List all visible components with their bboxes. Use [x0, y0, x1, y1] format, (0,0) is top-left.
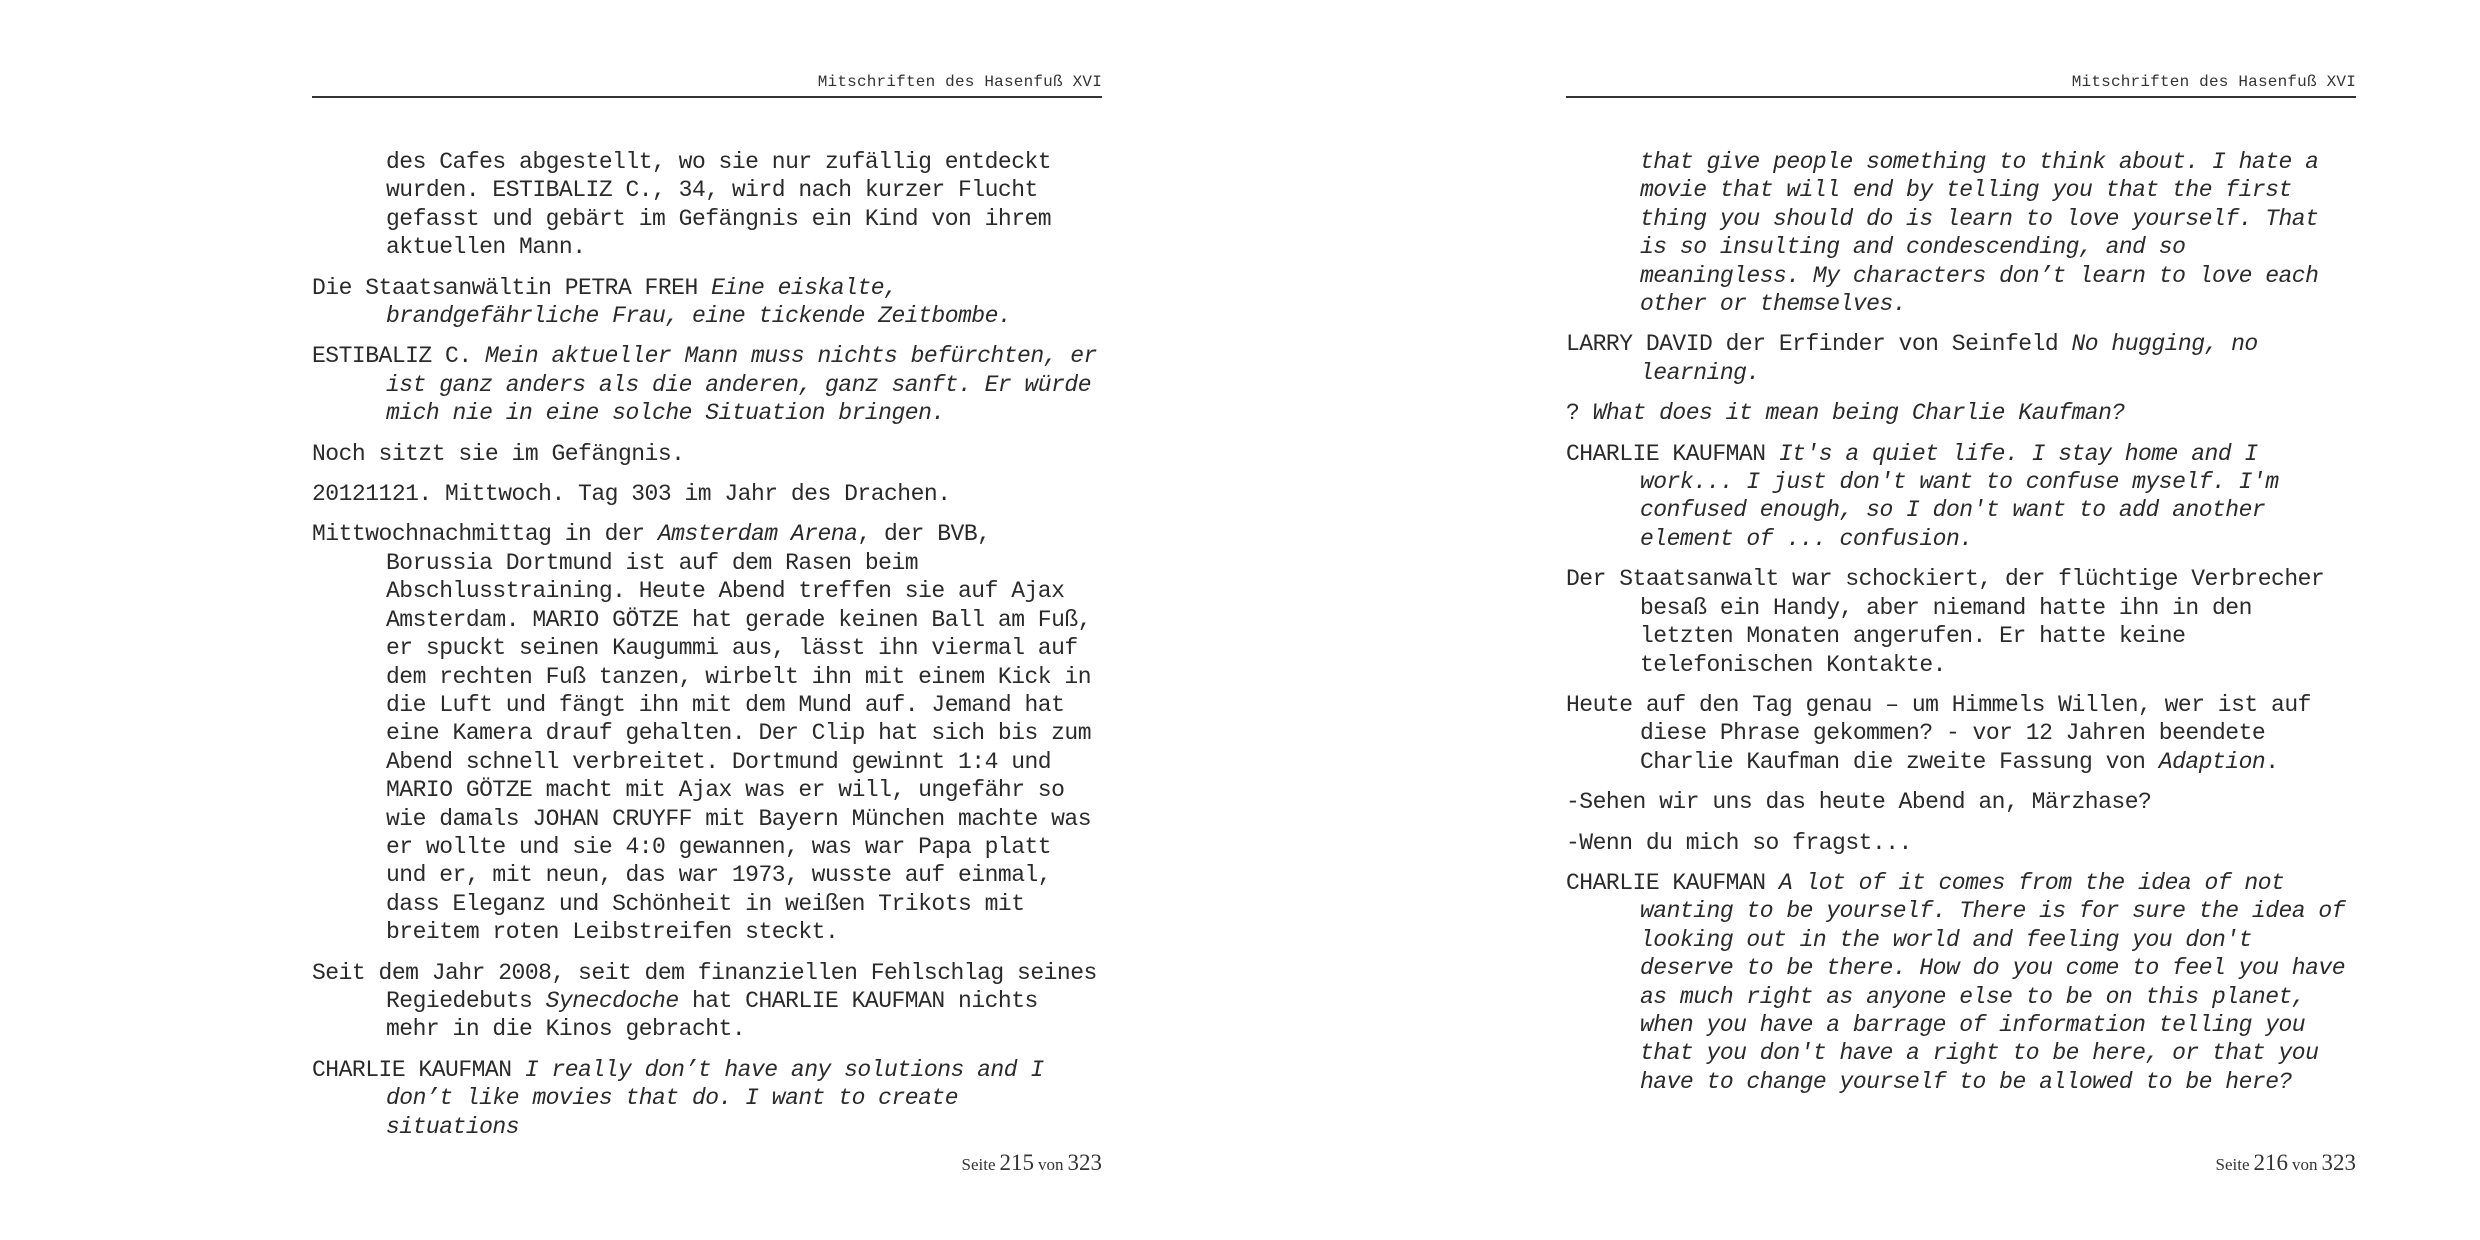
- left-page: [312, 0, 1102, 1240]
- paragraph: CHARLIE KAUFMAN It's a quiet life. I stay home and I work... I just don't want to confuse myself. I'm confused enough, so I don't want to add another element of ... confusion.: [1566, 440, 2279, 552]
- paragraph: ESTIBALIZ C. Mein aktueller Mann muss nichts befürchten, er ist ganz anders als die anderen, ganz sanft. Er würde mich nie in eine solche Situation bringen.: [312, 343, 1097, 427]
- paragraph: ? What does it mean being Charlie Kaufman?: [1566, 400, 2125, 427]
- header-rule: [312, 96, 1102, 98]
- paragraph: Der Staatsanwalt war schockiert, der flüchtige Verbrecher besaß ein Handy, aber niemand hatte ihn in den letzten Monaten angerufen. Er hatte keine telefonischen Kontakte.: [1566, 566, 2325, 678]
- paragraph: Die Staatsanwältin PETRA FREH Eine eiskalte, brandgefährliche Frau, eine tickende Zeitbombe.: [312, 274, 1012, 330]
- paragraph: CHARLIE KAUFMAN I really don’t have any solutions and I don’t like movies that do. I want to create situations: [312, 1056, 1044, 1140]
- running-header: Mitschriften des Hasenfuß XVI: [817, 73, 1102, 91]
- paragraph: -Sehen wir uns das heute Abend an, Märzhase?: [1566, 789, 2152, 816]
- paragraph: -Wenn du mich so fragst...: [1566, 829, 1912, 856]
- running-header: Mitschriften des Hasenfuß XVI: [2071, 73, 2356, 91]
- paragraph: des Cafes abgestellt, wo sie nur zufällig entdeckt wurden. ESTIBALIZ C., 34, wird nach kurzer Flucht gefasst und gebärt im Gefängnis ein Kind von ihrem aktuellen Mann.: [386, 149, 1052, 261]
- page-body: [1566, 148, 2356, 1108]
- paragraph: that give people something to think about. I hate a movie that will end by telling you that the first thing you should do is learn to love yourself. That is so insulting and condescending, and so meaningless. My characters don’t learn to love each other or themselves.: [1640, 149, 2319, 318]
- header-rule: [1566, 96, 2356, 98]
- page-body: [312, 148, 1102, 1153]
- paragraph: Noch sitzt sie im Gefängnis.: [312, 440, 685, 467]
- paragraph: Heute auf den Tag genau – um Himmels Willen, wer ist auf diese Phrase gekommen? - vor 12 Jahren beendete Charlie Kaufman die zweite Fassung von Adaption.: [1566, 691, 2311, 775]
- paragraph: 20121121. Mittwoch. Tag 303 im Jahr des Drachen.: [312, 481, 951, 508]
- paragraph: Mittwochnachmittag in der Amsterdam Arena, der BVB, Borussia Dortmund ist auf dem Rasen beim Abschlusstraining. Heute Abend treffen sie auf Ajax Amsterdam. MARIO GÖTZE hat gerade keinen Ball am Fuß, er spuckt seinen Kaugummi aus, lässt ihn viermal auf dem rechten Fuß tanzen, wirbelt ihn mit einem Kick in die Luft und fängt ihn mit dem Mund auf. Jemand hat eine Kamera drauf gehalten. Der Clip hat sich bis zum Abend schnell verbreitet. Dortmund gewinnt 1:4 und MARIO GÖTZE macht mit Ajax was er will, ungefähr so wie damals JOHAN CRUYFF mit Bayern München machte was er wollte und sie 4:0 gewannen, was war Papa platt und er, mit neun, das war 1973, wusste auf einmal, dass Eleganz und Schönheit in weißen Trikots mit breitem roten Leibstreifen steckt.: [312, 521, 1092, 946]
- right-page: [1566, 0, 2356, 1240]
- paragraph: CHARLIE KAUFMAN A lot of it comes from the idea of not wanting to be yourself. There is for sure the idea of looking out in the world and feeling you don't deserve to be there. How do you come to feel you have as much right as anyone else to be on this planet, when you have a barrage of information telling you that you don't have a right to be here, or that you have to change yourself to be allowed to be here?: [1566, 869, 2346, 1095]
- page-number: Seite 216 von 323: [2215, 1150, 2356, 1175]
- paragraph: LARRY DAVID der Erfinder von Seinfeld No hugging, no learning.: [1566, 331, 2258, 386]
- page-number: Seite 215 von 323: [961, 1150, 1102, 1175]
- paragraph: Seit dem Jahr 2008, seit dem finanziellen Fehlschlag seines Regiedebuts Synecdoche hat CHARLIE KAUFMAN nichts mehr in die Kinos gebracht.: [312, 959, 1097, 1043]
